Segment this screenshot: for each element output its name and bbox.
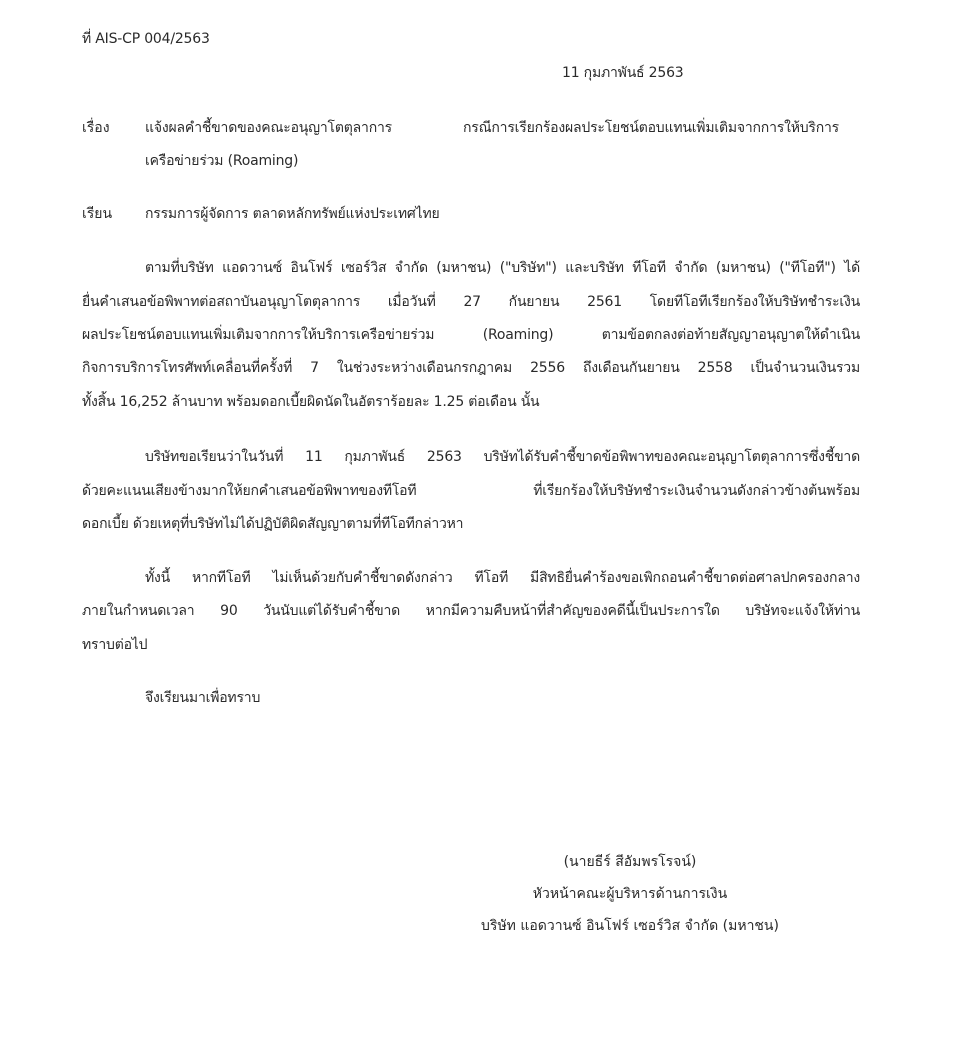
- paragraph-line: ด้วยคะแนนเสียงข้างมากให้ยกคำเสนอข้อพิพาทของทีโอที ที่เรียกร้องให้บริษัทชำระเงินจำนวนดังกล่าวข้างต้นพร้อม: [82, 483, 860, 499]
- signatory-name: (นายธีร์ สีอัมพรโรจน์): [563, 854, 697, 870]
- paragraph-line: ดอกเบี้ย ด้วยเหตุที่บริษัทไม่ได้ปฏิบัติผิดสัญญาตามที่ทีโอทีกล่าวหา: [82, 516, 464, 532]
- paragraph-line: ทราบต่อไป: [82, 637, 148, 653]
- to-label: เรียน: [82, 206, 113, 222]
- paragraph-line: บริษัทขอเรียนว่าในวันที่ 11 กุมภาพันธ์ 2563 บริษัทได้รับคำชี้ขาดข้อพิพาทของคณะอนุญาโตตุลาการซึ่งชี้ขาด: [145, 449, 860, 465]
- closing: จึงเรียนมาเพื่อทราบ: [145, 690, 261, 706]
- paragraph-line: ทั้งนี้ หากทีโอที ไม่เห็นด้วยกับคำชี้ขาดดังกล่าว ทีโอที มีสิทธิยื่นคำร้องขอเพิกถอนคำชี้ขาดต่อศาลปกครองกลาง: [145, 570, 860, 586]
- letter-date: 11 กุมภาพันธ์ 2563: [562, 65, 684, 81]
- paragraph-line: กิจการบริการโทรศัพท์เคลื่อนที่ครั้งที่ 7 ในช่วงระหว่างเดือนกรกฎาคม 2556 ถึงเดือนกันยายน 2558 เป็นจำนวนเงินรวม: [82, 360, 860, 376]
- paragraph-line: ผลประโยชน์ตอบแทนเพิ่มเติมจากการให้บริการเครือข่ายร่วม (Roaming) ตามข้อตกลงต่อท้ายสัญญาอนุญาตให้ดำเนิน: [82, 327, 860, 343]
- subject-line-2: เครือข่ายร่วม (Roaming): [145, 153, 299, 169]
- subject-line-1: แจ้งผลคำชี้ขาดของคณะอนุญาโตตุลาการ กรณีการเรียกร้องผลประโยชน์ตอบแทนเพิ่มเติมจากการให้บริการ: [145, 120, 839, 136]
- reference-number: ที่ AIS-CP 004/2563: [82, 31, 210, 47]
- signatory-title: หัวหน้าคณะผู้บริหารด้านการเงิน: [532, 886, 728, 902]
- recipient: กรรมการผู้จัดการ ตลาดหลักทรัพย์แห่งประเทศไทย: [145, 206, 440, 222]
- paragraph-line: ภายในกำหนดเวลา 90 วันนับแต่ได้รับคำชี้ขาด หากมีความคืบหน้าที่สำคัญของคดีนี้เป็นประการใด บริษัทจะแจ้งให้ท่าน: [82, 603, 860, 619]
- signatory-company: บริษัท แอดวานซ์ อินโฟร์ เซอร์วิส จำกัด (มหาชน): [481, 918, 779, 934]
- paragraph-line: ทั้งสิ้น 16,252 ล้านบาท พร้อมดอกเบี้ยผิดนัดในอัตราร้อยละ 1.25 ต่อเดือน นั้น: [82, 394, 540, 410]
- paragraph-line: ตามที่บริษัท แอดวานซ์ อินโฟร์ เซอร์วิส จำกัด (มหาชน) ("บริษัท") และบริษัท ทีโอที จำกัด (มหาชน) ("ทีโอที") ได้: [145, 260, 860, 276]
- subject-label: เรื่อง: [82, 120, 110, 136]
- paragraph-line: ยื่นคำเสนอข้อพิพาทต่อสถาบันอนุญาโตตุลาการ เมื่อวันที่ 27 กันยายน 2561 โดยทีโอทีเรียกร้องให้บริษัทชำระเงิน: [82, 294, 860, 310]
